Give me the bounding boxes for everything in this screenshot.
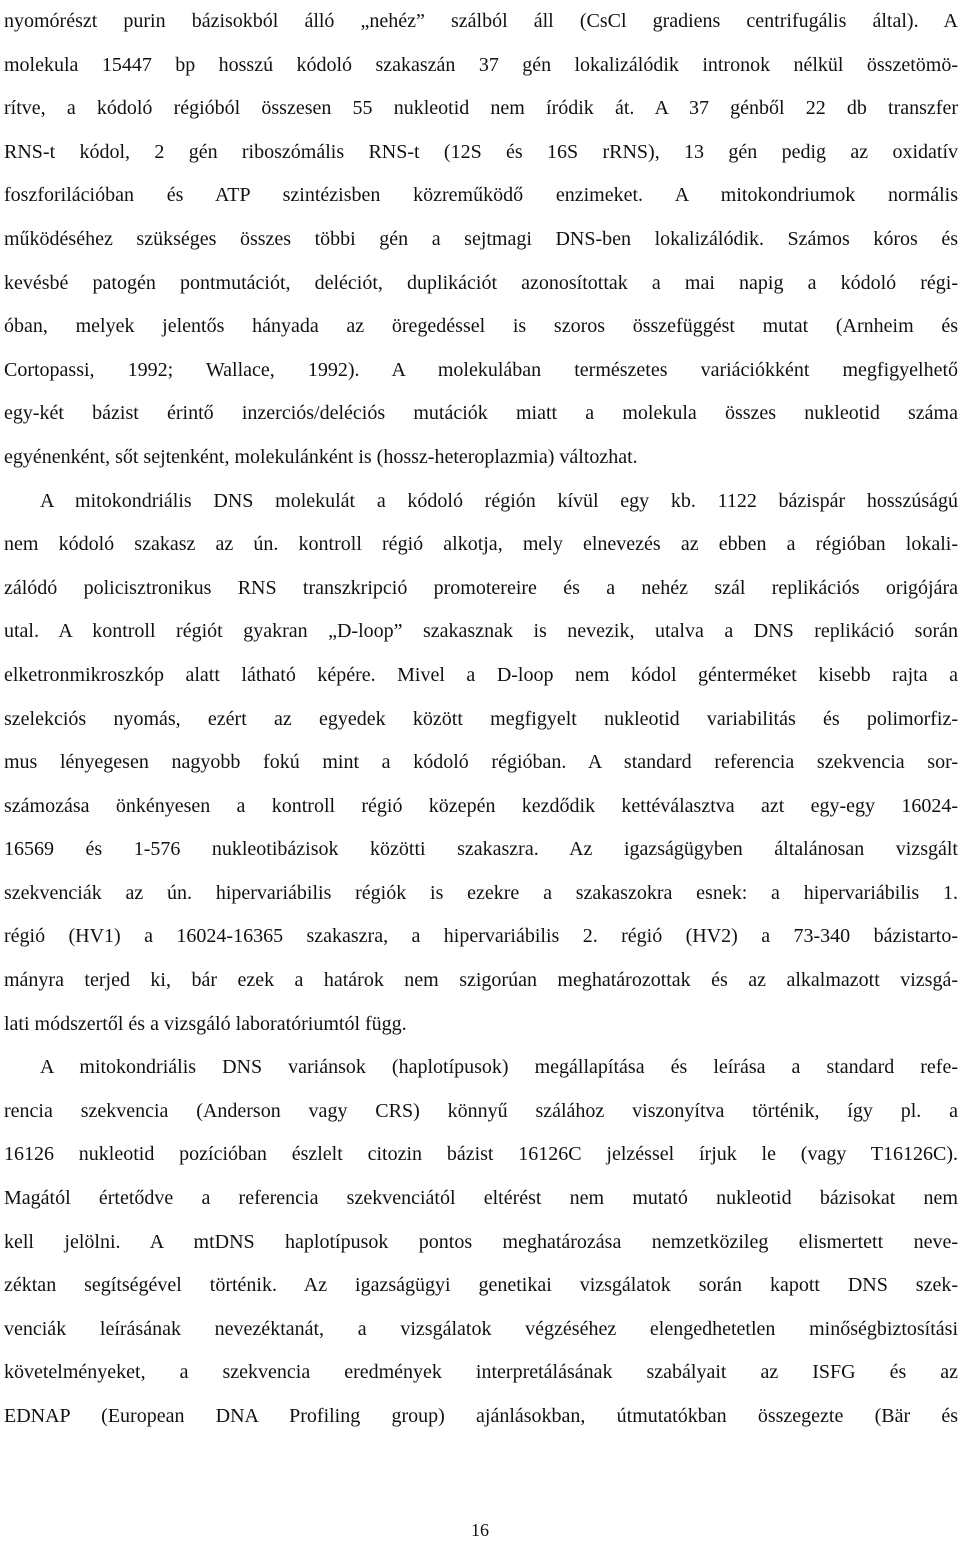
- text-line: venciák leírásának nevezéktanát, a vizsgálatok végzéséhez elengedhetetlen minőségbiztosítási: [4, 1317, 958, 1340]
- text-line: rítve, a kódoló régióból összesen 55 nukleotid nem íródik át. A 37 génből 22 db transzfer: [4, 97, 958, 120]
- text-line: egy-két bázist érintő inzerciós/deléciós mutációk miatt a molekula összes nukleotid száma: [4, 402, 958, 425]
- text-line: mus lényegesen nagyobb fokú mint a kódoló régióban. A standard referencia szekvencia sor-: [4, 751, 958, 774]
- text-line: zálódó policisztronikus RNS transzkripció promotereire és a nehéz szál replikációs origójára: [4, 576, 958, 599]
- body-text: [4, 0, 958, 1439]
- text-line: utal. A kontroll régiót gyakran „D-loop” szakasznak is nevezik, utalva a DNS replikáció során: [4, 620, 958, 643]
- text-line: foszforilációban és ATP szintézisben közreműködő enzimeket. A mitokondriumok normális: [4, 184, 958, 207]
- text-line: nyomórészt purin bázisokból álló „nehéz” szálból áll (CsCl gradiens centrifugális által). A: [4, 10, 958, 32]
- text-line: nem kódoló szakasz az ún. kontroll régió alkotja, mely elnevezés az ebben a régióban lokali-: [4, 533, 958, 556]
- text-line: 16569 és 1-576 nukleotibázisok közötti szakaszra. Az igazságügyben általánosan vizsgált: [4, 838, 958, 861]
- text-line: számozása önkényesen a kontroll régió közepén kezdődik kettéválasztva azt egy-egy 16024-: [4, 794, 958, 817]
- text-line: zéktan segítségével történik. Az igazságügyi genetikai vizsgálatok során kapott DNS szek-: [4, 1274, 958, 1297]
- text-line: óban, melyek jelentős hányada az öregedéssel is szoros összefüggést mutat (Arnheim és: [4, 315, 958, 338]
- text-line: molekula 15447 bp hosszú kódoló szakaszán 37 gén lokalizálódik intronok nélkül összetömö-: [4, 53, 958, 76]
- text-line: szelekciós nyomás, ezért az egyedek között megfigyelt nukleotid variabilitás és polimorfiz-: [4, 707, 958, 730]
- text-line: egyénenként, sőt sejtenként, molekulánként is (hossz-heteroplazmia) változhat.: [4, 445, 638, 468]
- page-number: 16: [471, 1520, 489, 1540]
- text-line: RNS-t kódol, 2 gén riboszómális RNS-t (12S és 16S rRNS), 13 gén pedig az oxidatív: [4, 140, 958, 163]
- text-line: Cortopassi, 1992; Wallace, 1992). A molekulában természetes variációkként megfigyelhető: [4, 358, 958, 381]
- text-line: lati módszertől és a vizsgáló laboratóriumtól függ.: [4, 1012, 407, 1035]
- text-line: kevésbé patogén pontmutációt, deléciót, duplikációt azonosítottak a mai napig a kódoló régi-: [4, 271, 958, 294]
- text-line: A mitokondriális DNS variánsok (haplotípusok) megállapítása és leírása a standard refe-: [40, 1056, 958, 1079]
- text-line: mányra terjed ki, bár ezek a határok nem szigorúan meghatározottak és az alkalmazott vizsgá-: [4, 969, 958, 992]
- text-line: szekvenciák az ún. hipervariábilis régiók is ezekre a szakaszokra esnek: a hipervariábilis 1.: [4, 881, 958, 904]
- text-line: elketronmikroszkóp alatt látható képére. Mivel a D-loop nem kódol génterméket kisebb rajta a: [4, 663, 958, 686]
- text-line: Magától értetődve a referencia szekvenciától eltérést nem mutató nukleotid bázisokat nem: [4, 1187, 958, 1210]
- text-line: működéséhez szükséges összes többi gén a sejtmagi DNS-ben lokalizálódik. Számos kóros és: [4, 227, 958, 250]
- text-line: régió (HV1) a 16024-16365 szakaszra, a hipervariábilis 2. régió (HV2) a 73-340 bázistarto-: [4, 925, 958, 948]
- text-line: A mitokondriális DNS molekulát a kódoló régión kívül egy kb. 1122 bázispár hosszúságú: [40, 489, 958, 512]
- text-line: EDNAP (European DNA Profiling group) ajánlásokban, útmutatókban összegezte (Bär és: [4, 1405, 958, 1427]
- text-line: követelményeket, a szekvencia eredmények interpretálásának szabályait az ISFG és az: [4, 1361, 958, 1384]
- text-line: rencia szekvencia (Anderson vagy CRS) könnyű szálához viszonyítva történik, így pl. a: [4, 1099, 958, 1122]
- text-line: kell jelölni. A mtDNS haplotípusok pontos meghatározása nemzetközileg elismertett neve-: [4, 1230, 958, 1253]
- text-line: 16126 nukleotid pozícióban észlelt citozin bázist 16126C jelzéssel írjuk le (vagy T16126C).: [4, 1143, 958, 1166]
